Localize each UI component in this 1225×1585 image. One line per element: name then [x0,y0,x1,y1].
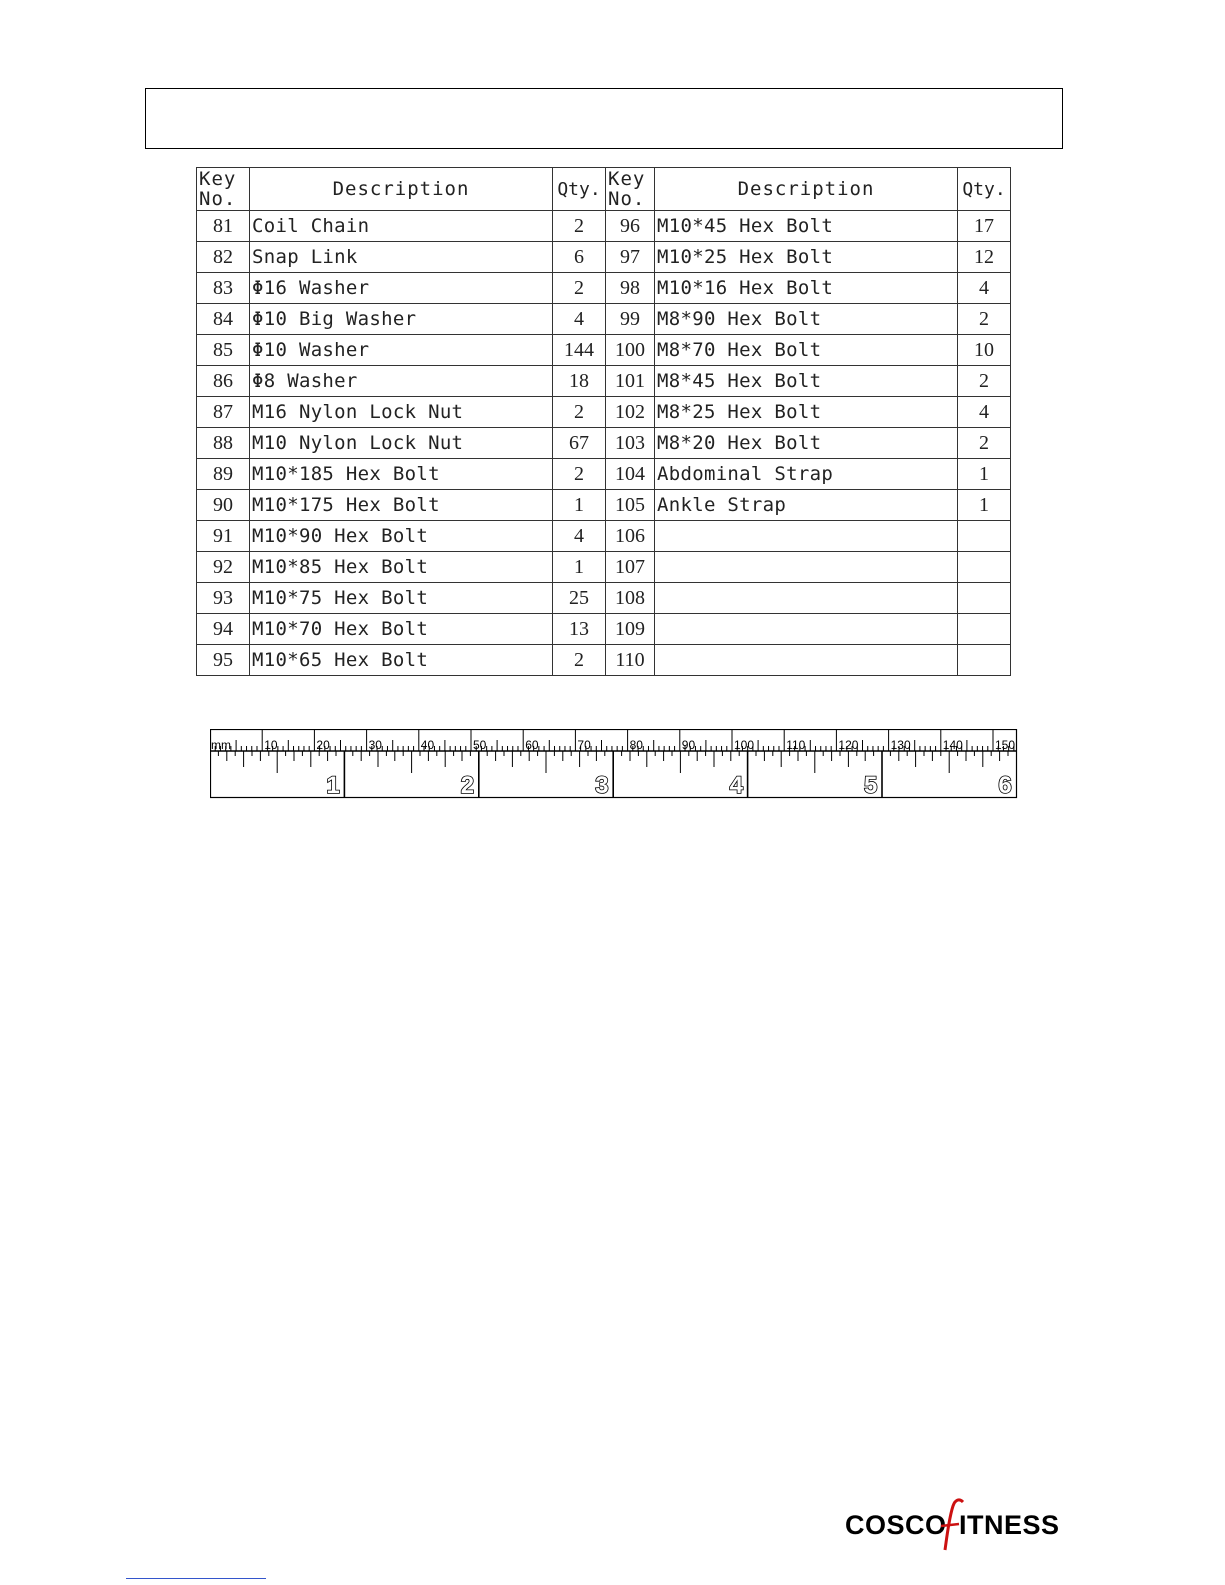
cosco-fitness-logo [845,1496,1070,1552]
key-no-cell: 102 [606,397,655,428]
qty-cell: 2 [553,645,606,676]
table-header-row [197,168,1011,211]
parts-table [196,167,1011,676]
inch-label: 6 [998,772,1012,799]
qty-cell: 1 [553,552,606,583]
description-cell: M10*75 Hex Bolt [250,583,553,614]
table-row [197,490,1011,521]
mm-label: 20 [316,738,330,752]
description-cell: M16 Nylon Lock Nut [250,397,553,428]
qty-cell: 4 [553,304,606,335]
key-no-cell: 103 [606,428,655,459]
table-row [197,552,1011,583]
key-no-cell: 106 [606,521,655,552]
table-row [197,428,1011,459]
description-cell: M10*85 Hex Bolt [250,552,553,583]
description-cell: M10*90 Hex Bolt [250,521,553,552]
key-no-header: Key No. [606,168,655,211]
qty-cell: 2 [553,397,606,428]
table-row [197,645,1011,676]
key-no-cell: 97 [606,242,655,273]
qty-header: Qty. [958,168,1011,211]
key-no-cell: 82 [197,242,250,273]
qty-cell: 2 [958,366,1011,397]
qty-cell: 12 [958,242,1011,273]
inch-label: 1 [326,772,340,799]
table-row [197,614,1011,645]
qty-cell: 2 [553,459,606,490]
key-no-cell: 87 [197,397,250,428]
description-cell: M10*175 Hex Bolt [250,490,553,521]
description-cell: Φ8 Washer [250,366,553,397]
description-cell: M10 Nylon Lock Nut [250,428,553,459]
inch-label: 3 [595,772,609,799]
description-cell: M10*65 Hex Bolt [250,645,553,676]
mm-unit-label: mm [211,738,231,752]
key-no-cell: 84 [197,304,250,335]
table-row [197,583,1011,614]
description-header: Description [655,168,958,211]
mm-label: 150 [995,738,1016,752]
key-no-cell: 96 [606,211,655,242]
description-cell: Φ10 Big Washer [250,304,553,335]
table-row [197,273,1011,304]
mm-label: 120 [838,738,859,752]
qty-cell: 2 [553,273,606,304]
description-cell: M10*70 Hex Bolt [250,614,553,645]
mm-label: 10 [264,738,278,752]
mm-label: 30 [368,738,382,752]
inch-label: 5 [864,772,878,799]
description-cell: Ankle Strap [655,490,958,521]
mm-label: 70 [577,738,591,752]
mm-label: 60 [525,738,539,752]
qty-cell [958,521,1011,552]
qty-cell: 2 [553,211,606,242]
table-row [197,335,1011,366]
key-no-cell: 100 [606,335,655,366]
description-cell: M10*45 Hex Bolt [655,211,958,242]
key-no-cell: 108 [606,583,655,614]
table-row [197,459,1011,490]
table-row [197,397,1011,428]
mm-label: 140 [942,738,963,752]
key-no-cell: 86 [197,366,250,397]
key-no-cell: 81 [197,211,250,242]
key-no-cell: 83 [197,273,250,304]
mm-label: 130 [890,738,911,752]
key-no-cell: 109 [606,614,655,645]
key-no-cell: 92 [197,552,250,583]
description-cell [655,552,958,583]
description-cell [655,583,958,614]
qty-cell [958,583,1011,614]
key-no-cell: 93 [197,583,250,614]
key-no-cell: 90 [197,490,250,521]
description-cell: Snap Link [250,242,553,273]
key-no-cell: 110 [606,645,655,676]
key-no-cell: 101 [606,366,655,397]
mm-label: 80 [629,738,643,752]
description-cell: M8*45 Hex Bolt [655,366,958,397]
qty-cell: 13 [553,614,606,645]
mm-label: 50 [473,738,487,752]
description-cell: Abdominal Strap [655,459,958,490]
description-cell [655,614,958,645]
qty-cell: 144 [553,335,606,366]
table-row [197,521,1011,552]
qty-cell: 10 [958,335,1011,366]
key-no-cell: 104 [606,459,655,490]
key-no-header: Key No. [197,168,250,211]
qty-cell: 1 [553,490,606,521]
key-no-cell: 88 [197,428,250,459]
description-cell: Φ16 Washer [250,273,553,304]
qty-cell: 4 [958,397,1011,428]
key-no-cell: 99 [606,304,655,335]
key-no-cell: 94 [197,614,250,645]
key-no-cell: 91 [197,521,250,552]
description-cell: M8*70 Hex Bolt [655,335,958,366]
header-box [145,88,1063,149]
description-cell: M8*90 Hex Bolt [655,304,958,335]
logo-text-cosco: COSCO [845,1510,947,1540]
key-no-cell: 85 [197,335,250,366]
qty-cell: 2 [958,304,1011,335]
description-cell: Φ10 Washer [250,335,553,366]
qty-cell: 17 [958,211,1011,242]
footer-link-underline [126,1578,266,1579]
qty-cell: 67 [553,428,606,459]
table-row [197,366,1011,397]
description-cell: M10*185 Hex Bolt [250,459,553,490]
description-cell: M8*25 Hex Bolt [655,397,958,428]
qty-cell [958,645,1011,676]
table-row [197,304,1011,335]
mm-label: 90 [681,738,696,752]
qty-cell: 25 [553,583,606,614]
description-cell: M8*20 Hex Bolt [655,428,958,459]
qty-cell: 4 [958,273,1011,304]
key-no-cell: 107 [606,552,655,583]
description-cell [655,521,958,552]
qty-header: Qty. [553,168,606,211]
inch-label: 4 [729,772,743,799]
inch-label: 2 [460,772,475,799]
qty-cell: 18 [553,366,606,397]
ruler [210,729,1020,799]
logo-text-itness: ITNESS [959,1510,1060,1540]
qty-cell: 4 [553,521,606,552]
qty-cell [958,552,1011,583]
table-row [197,211,1011,242]
description-cell [655,645,958,676]
description-cell: M10*25 Hex Bolt [655,242,958,273]
qty-cell: 2 [958,428,1011,459]
key-no-cell: 95 [197,645,250,676]
key-no-cell: 89 [197,459,250,490]
mm-label: 40 [420,738,435,752]
key-no-cell: 98 [606,273,655,304]
table-row [197,242,1011,273]
qty-cell: 6 [553,242,606,273]
description-cell: Coil Chain [250,211,553,242]
qty-cell: 1 [958,459,1011,490]
description-header: Description [250,168,553,211]
qty-cell: 1 [958,490,1011,521]
mm-label: 100 [734,738,755,752]
mm-label: 110 [786,738,806,752]
key-no-cell: 105 [606,490,655,521]
qty-cell [958,614,1011,645]
description-cell: M10*16 Hex Bolt [655,273,958,304]
